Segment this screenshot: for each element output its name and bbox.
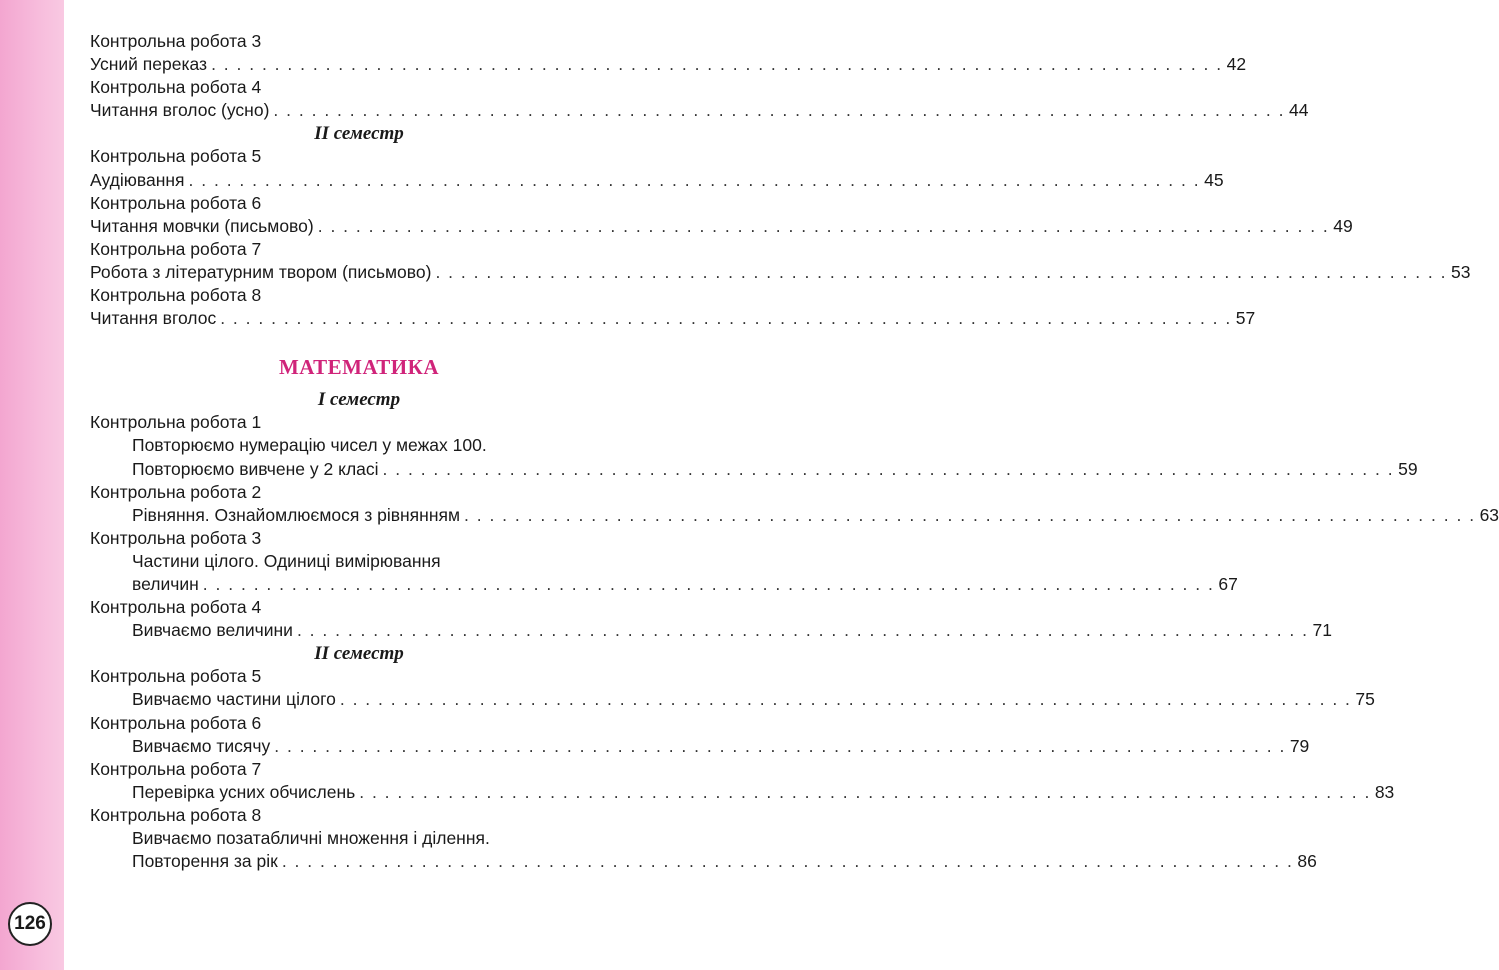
leader-dots: . . . . . . . . . . . . . . . . . . . . . . . . . . . . . . . . . . . . . . . . . . . . . . . . . . . . . . . . . . . . . . . . . . . . . . . . . . . . . . . .	[435, 261, 1448, 282]
leader-dots: . . . . . . . . . . . . . . . . . . . . . . . . . . . . . . . . . . . . . . . . . . . . . . . . . . . . . . . . . . . . . . . . . . . . . . . . . . . . . . . .	[281, 851, 1294, 872]
toc-entry-title: Вивчаємо тисячу	[132, 735, 271, 756]
toc-entry-page: 86	[1297, 851, 1317, 872]
toc-entry-title: Читання вголос (усно)	[90, 100, 270, 121]
toc-entry-title: величин	[132, 573, 199, 594]
toc-entry	[132, 850, 1317, 873]
toc-line: Частини цілого. Одиниці вимірювання	[132, 550, 441, 571]
leader-dots: . . . . . . . . . . . . . . . . . . . . . . . . . . . . . . . . . . . . . . . . . . . . . . . . . . . . . . . . . . . . . . . . . . . . . . . . . . . . . . . .	[274, 735, 1286, 756]
toc-line: Контрольна робота 7	[90, 238, 262, 259]
toc-entry-page: 67	[1218, 573, 1238, 594]
leader-dots: . . . . . . . . . . . . . . . . . . . . . . . . . . . . . . . . . . . . . . . . . . . . . . . . . . . . . . . . . . . . . . . . . . . . . . . . . . . . . . . .	[220, 308, 1232, 329]
toc-entry-page: 79	[1289, 735, 1310, 756]
toc-entry-title: Вивчаємо частини цілого	[132, 689, 336, 710]
toc-entry-title: Перевірка усних обчислень	[132, 781, 356, 802]
toc-entry	[132, 688, 1375, 711]
toc-entry-page: 71	[1312, 620, 1332, 641]
toc-line: Контрольна робота 6	[90, 192, 262, 213]
toc-entry-page: 75	[1355, 689, 1375, 710]
leader-dots: . . . . . . . . . . . . . . . . . . . . . . . . . . . . . . . . . . . . . . . . . . . . . . . . . . . . . . . . . . . . . . . . . . . . . . . . . . . . . . . .	[317, 215, 1330, 236]
toc-entry-page: 42	[1226, 54, 1247, 75]
toc-line: Контрольна робота 5	[90, 666, 262, 687]
toc-line: Контрольна робота 4	[90, 597, 262, 618]
toc-entry-page: 44	[1289, 100, 1309, 121]
toc-entry-page: 49	[1333, 215, 1353, 236]
toc-entry	[90, 215, 1353, 238]
toc-entry-title: Повторення за рік	[132, 851, 278, 872]
toc-line: Контрольна робота 8	[90, 285, 262, 306]
toc-line: Контрольна робота 3	[90, 527, 262, 548]
toc-entry-title: Робота з літературним твором (письмово)	[90, 261, 432, 282]
math-section-semester2	[90, 665, 1395, 873]
leader-dots: . . . . . . . . . . . . . . . . . . . . . . . . . . . . . . . . . . . . . . . . . . . . . . . . . . . . . . . . . . . . . . . . . . . . . . . . . . . . . . . .	[202, 573, 1215, 594]
toc-entry-title: Рівняння. Ознайомлюємося з рівнянням	[132, 504, 460, 525]
toc-line: Контрольна робота 5	[90, 146, 262, 167]
toc-entry-title: Аудіювання	[90, 169, 185, 190]
toc-entry	[90, 261, 1471, 284]
leader-dots: . . . . . . . . . . . . . . . . . . . . . . . . . . . . . . . . . . . . . . . . . . . . . . . . . . . . . . . . . . . . . . . . . . . . . . . . . . . . . . . .	[339, 689, 1352, 710]
toc-entry	[132, 781, 1395, 804]
semester-heading-math-2: II семестр	[314, 643, 404, 665]
leader-dots: . . . . . . . . . . . . . . . . . . . . . . . . . . . . . . . . . . . . . . . . . . . . . . . . . . . . . . . . . . . . . . . . . . . . . . . . . . . . . . . .	[382, 458, 1395, 479]
toc-entry-title: Повторюємо вивчене у 2 класі	[132, 458, 379, 479]
toc-entry	[90, 99, 1309, 122]
toc-entry-page: 45	[1204, 169, 1224, 190]
toc-entry-title: Читання вголос	[90, 308, 217, 329]
table-of-contents	[90, 30, 1499, 873]
toc-line: Контрольна робота 8	[90, 804, 262, 825]
toc-entry-page: 63	[1479, 504, 1499, 525]
leader-dots: . . . . . . . . . . . . . . . . . . . . . . . . . . . . . . . . . . . . . . . . . . . . . . . . . . . . . . . . . . . . . . . . . . . . . . . . . . . . . . . .	[359, 781, 1371, 802]
leader-dots: . . . . . . . . . . . . . . . . . . . . . . . . . . . . . . . . . . . . . . . . . . . . . . . . . . . . . . . . . . . . . . . . . . . . . . . . . . . . . . . .	[296, 620, 1309, 641]
toc-line: Контрольна робота 6	[90, 712, 262, 733]
toc-entry-page: 57	[1235, 308, 1256, 329]
toc-entry-page: 59	[1398, 458, 1418, 479]
leader-dots: . . . . . . . . . . . . . . . . . . . . . . . . . . . . . . . . . . . . . . . . . . . . . . . . . . . . . . . . . . . . . . . . . . . . . . . . . . . . . . . .	[211, 54, 1223, 75]
toc-entry	[90, 53, 1247, 76]
toc-entry-title: Читання мовчки (письмово)	[90, 215, 314, 236]
toc-entry	[132, 735, 1310, 758]
toc-entry	[132, 504, 1499, 527]
toc-line: Контрольна робота 1	[90, 412, 262, 433]
toc-line: Контрольна робота 3	[90, 31, 262, 51]
toc-line: Контрольна робота 4	[90, 77, 262, 98]
pink-margin-strip	[0, 0, 64, 970]
toc-entry	[132, 619, 1332, 642]
toc-entry-page: 83	[1374, 781, 1395, 802]
reading-section-semester1	[90, 30, 1309, 122]
toc-entry-page: 53	[1451, 261, 1471, 282]
reading-section-semester2	[90, 145, 1471, 330]
math-section-semester1	[90, 411, 1499, 642]
page-number: 126	[8, 902, 52, 946]
toc-line: Повторюємо нумерацію чисел у межах 100.	[132, 435, 487, 456]
leader-dots: . . . . . . . . . . . . . . . . . . . . . . . . . . . . . . . . . . . . . . . . . . . . . . . . . . . . . . . . . . . . . . . . . . . . . . . . . . . . . . . .	[464, 504, 1476, 525]
leader-dots: . . . . . . . . . . . . . . . . . . . . . . . . . . . . . . . . . . . . . . . . . . . . . . . . . . . . . . . . . . . . . . . . . . . . . . . . . . . . . . . .	[188, 169, 1201, 190]
toc-entry	[132, 458, 1418, 481]
semester-heading-math-1: I семестр	[317, 389, 401, 411]
toc-line: Контрольна робота 7	[90, 758, 262, 779]
toc-entry	[90, 307, 1256, 330]
semester-heading-reading-2: II семестр	[314, 123, 404, 145]
toc-entry-title: Вивчаємо величини	[132, 620, 293, 641]
toc-line: Контрольна робота 2	[90, 481, 262, 502]
toc-line: Вивчаємо позатабличні множення і ділення.	[132, 828, 490, 848]
toc-entry	[90, 169, 1224, 192]
leader-dots: . . . . . . . . . . . . . . . . . . . . . . . . . . . . . . . . . . . . . . . . . . . . . . . . . . . . . . . . . . . . . . . . . . . . . . . . . . . . . . . .	[273, 100, 1285, 121]
toc-entry	[132, 573, 1238, 596]
section-title-math: МАТЕМАТИКА	[278, 355, 440, 380]
toc-entry-title: Усний переказ	[90, 54, 208, 75]
